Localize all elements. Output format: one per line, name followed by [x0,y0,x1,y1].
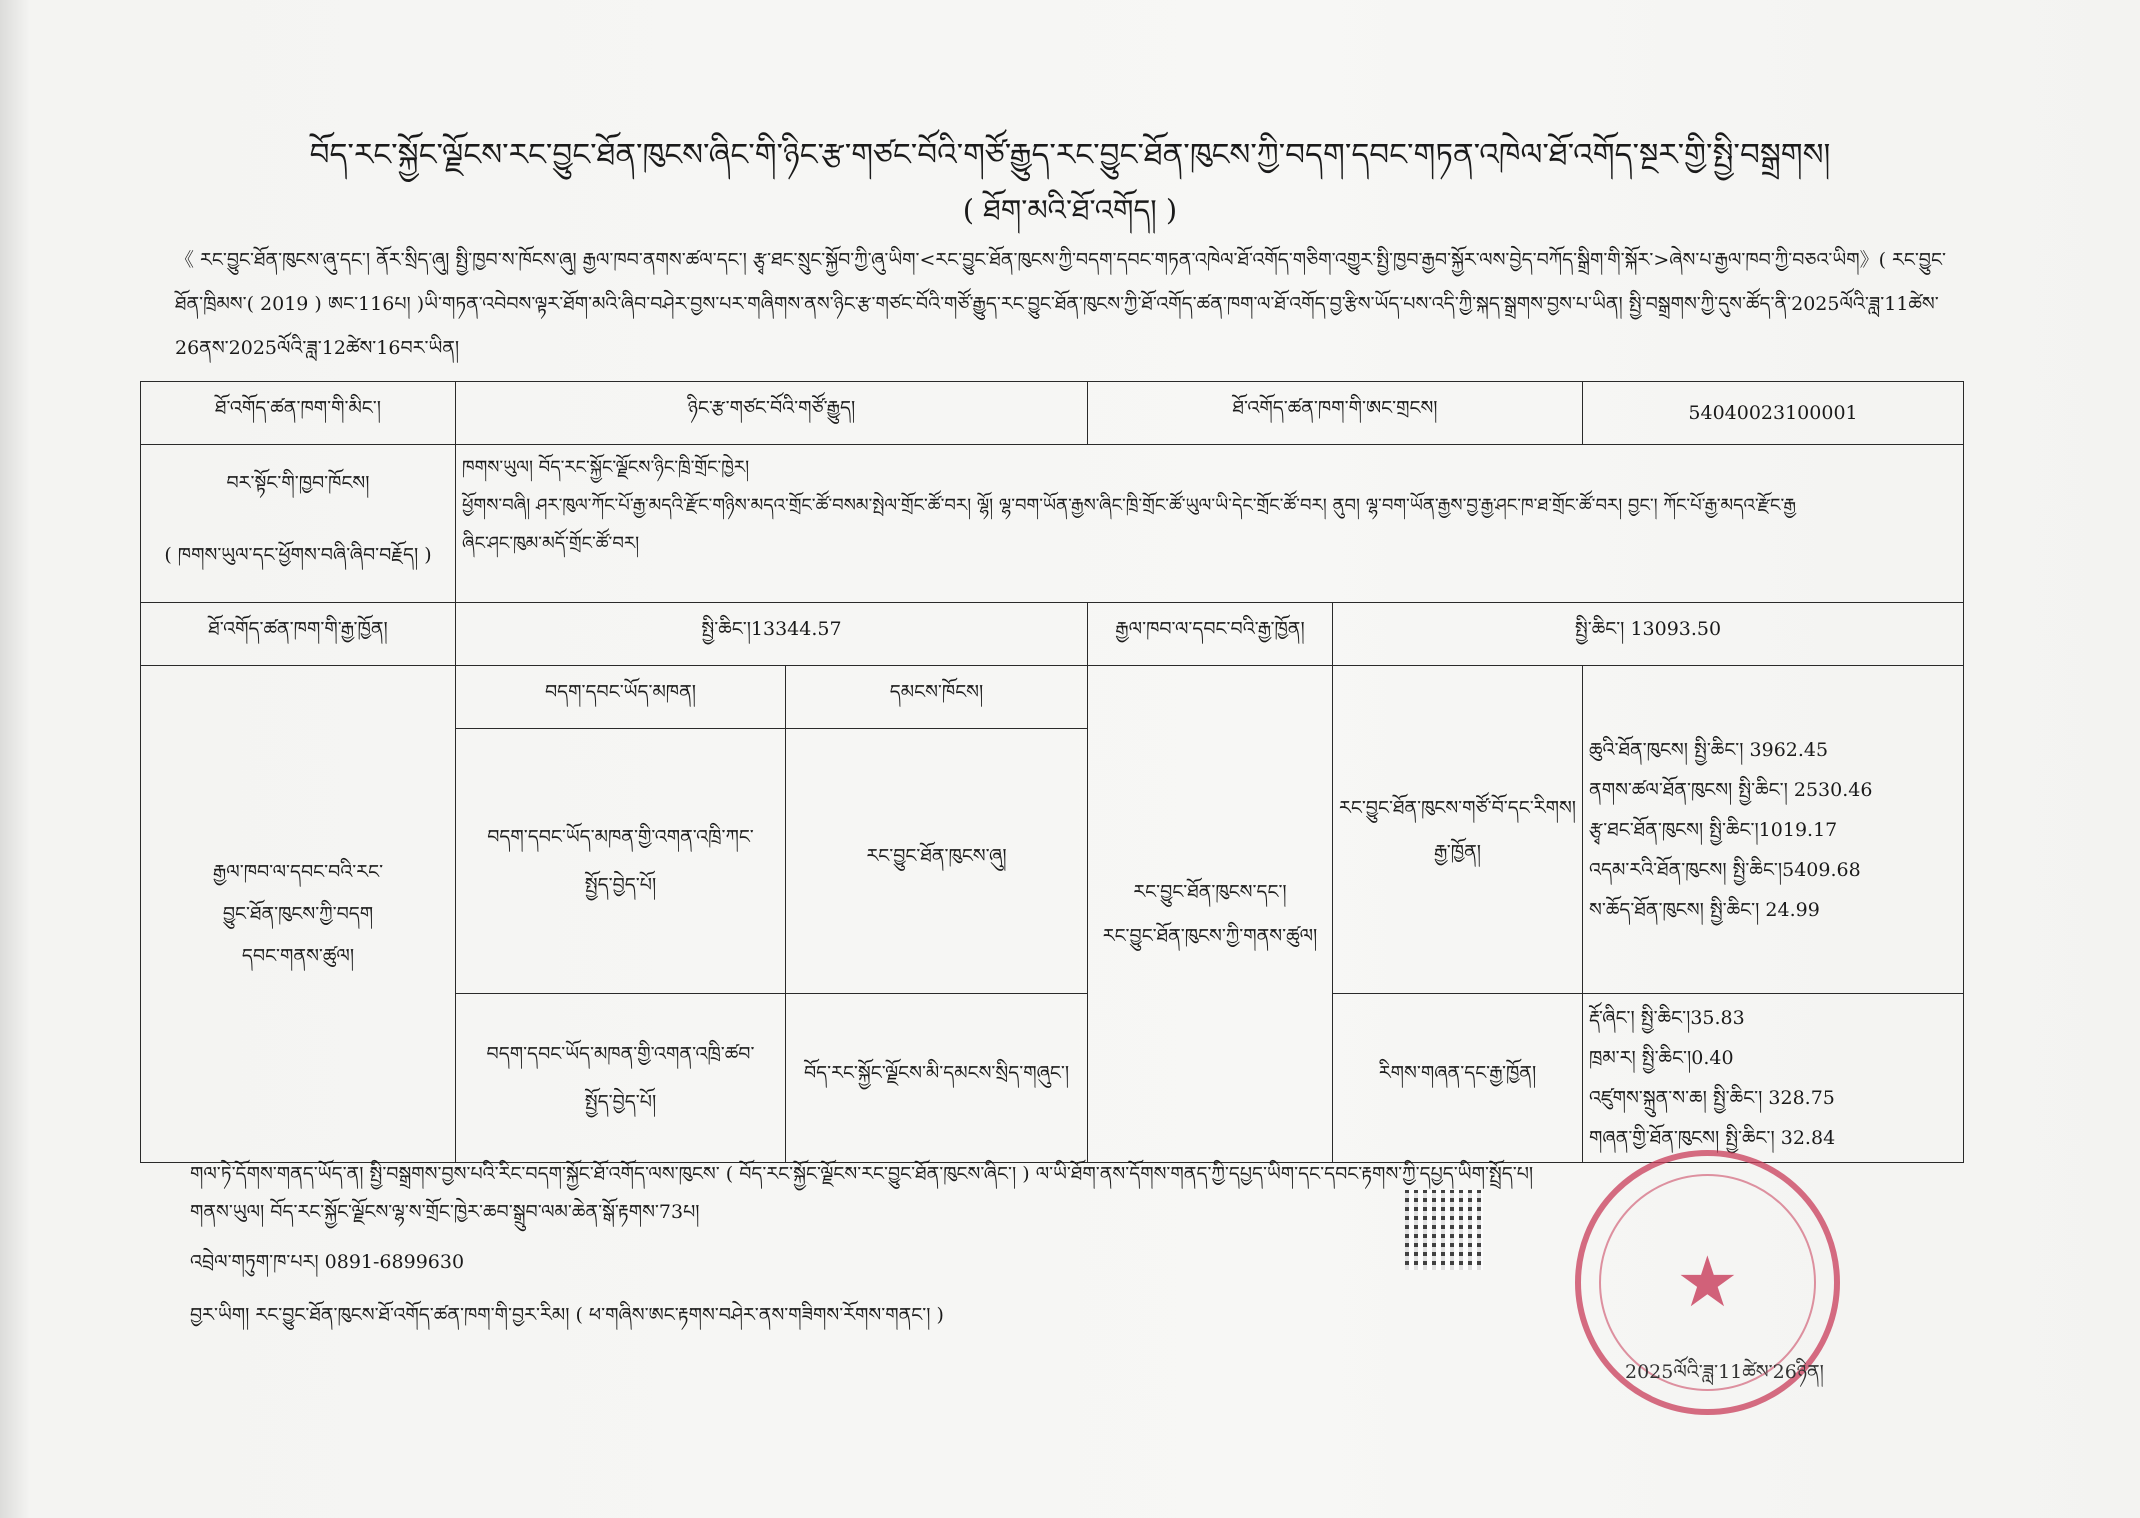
resource-label [1088,666,1333,1163]
main-type-label-l2: རྒྱ་ཁྱོན། [1434,840,1481,863]
boundary-label [141,445,456,603]
resource-label-l2: རང་བྱུང་ཐོན་ཁུངས་ཀྱི་གནས་ཚུལ། [1102,925,1318,947]
state-rights-label-l1: རྒྱལ་ཁབ་ལ་དབང་བའི་རང་ [212,861,384,883]
main-resource-item: ས་ཆོད་ཐོན་ཁུངས། སྤྱི་ཆིང་། 24.99 [1589,898,1820,921]
unit-code-value: 54040023100001 [1583,382,1964,445]
other-resource-item: གཞན་གྱི་ཐོན་ཁུངས། སྤྱི་ཆིང་། 32.84 [1589,1127,1836,1149]
unit-name-value: ཉིང་རྩ་གཙང་བོའི་གཙོ་རྒྱུད། [456,382,1088,445]
unit-code-label: ཐོ་འགོད་ཚན་ཁག་གི་ཨང་གྲངས། [1088,382,1583,445]
footer-address: གནས་ཡུལ། བོད་རང་སྐྱོང་ལྗོངས་ལྷ་ས་གྲོང་ཁྱེར་ཆབ་སྒྲུབ་ལམ་ཆེན་སྒོ་རྟགས་73པ། [190,1201,700,1223]
other-resource-item: འཛུགས་སྐྲུན་ས་ཆ། སྤྱི་ཆིང་། 328.75 [1589,1087,1835,1109]
exerciser1-label-l1: བདག་དབང་ཡོད་མཁན་གྱི་འགན་འཁྲི་ཀང་ [487,826,754,848]
qr-code [1405,1190,1483,1270]
owner-header: བདག་དབང་ཡོད་མཁན། [456,666,786,729]
area-label: ཐོ་འགོད་ཚན་ཁག་གི་རྒྱ་ཁྱོན། [141,603,456,666]
other-resource-item: རྡོ་ཞིང་། སྤྱི་ཆིང་།35.83 [1589,1007,1745,1029]
scope-header: དམངས་ཁོངས། [786,666,1088,729]
seal-star-icon: ★ [1676,1241,1739,1323]
registration-table [140,381,1964,1163]
state-rights-label-l2: བྱུང་ཐོན་ཁུངས་ཀྱི་བདག [222,903,374,925]
exerciser1-label [456,729,786,994]
area-value: སྤྱི་ཆིང་།13344.57 [456,603,1088,666]
main-resource-item: ནགས་ཚལ་ཐོན་ཁུངས། སྤྱི་ཆིང་། 2530.46 [1589,778,1873,801]
other-resource-list [1583,994,1964,1163]
document-subtitle: ( ཐོག་མའི་ཐོ་འགོད། ) [962,193,1178,227]
main-resource-item: འདམ་རའི་ཐོན་ཁུངས། སྤྱི་ཆིང་།5409.68 [1589,858,1861,881]
other-type-label: རིགས་གཞན་དང་རྒྱ་ཁྱོན། [1333,994,1583,1163]
exerciser2-label-l2: སྤྱོད་བྱེད་པོ། [584,1091,657,1113]
exerciser2-label-l1: བདག་དབང་ཡོད་མཁན་གྱི་འགན་འཁྲི་ཚབ་ [486,1043,755,1065]
boundary-directions-cont: ཞིང་ཤང་ཁུམ་མདོ་གྲོང་ཚོ་བར། [462,533,640,554]
boundary-directions: ཕྱོགས་བཞི། ཤར་ཁུལ་ཀོང་པོ་རྒྱ་མདའི་རྫོང་གཉིས་མདའ་གྲོང་ཚོ་བསམ་སྤེལ་གྲོང་ཚོ་བར། ལྷོ། ལྷ་བག་ཡོན་རྒྱས་ཞིང་ཁྲི་གྲོང་ཚོ་ཡུལ་ཡི་དེང་གྲོང་ཚོ་བར། ནུབ། ལྷ་བག་ཡོན་རྒྱས་བྱ་རྒྱ་ཤང་ཁ་ཐ་གྲོང་ཚོ་བར། བྱང་། ཀོང་པོ་རྒྱ་མདའ་རྫོང་རྒྱ [462,495,1796,516]
exerciser1-label-l2: སྤྱོད་བྱེད་པོ། [584,874,657,896]
boundary-value [456,445,1964,603]
main-type-label-l1: རང་བྱུང་ཐོན་ཁུངས་གཙོ་བོ་དང་རིགས། [1339,796,1576,819]
intro-paragraph: 《 རང་བྱུང་ཐོན་ཁུངས་ཞུ་དང་། ནོར་སྲིད་ཞུ། སྤྱི་ཁྱབ་ས་ཁོངས་ཞུ། རྒྱལ་ཁབ་ནགས་ཚལ་དང་། རྩྭ་ཐང་སྲུང་སྐྱོབ་ཀྱི་ཞུ་ཡིག་<རང་བྱུང་ཐོན་ཁུངས་ཀྱི་བདག་དབང་གཏན་འཁེལ་ཐོ་འགོད་གཅིག་འགྱུར་སྤྱི་ཁྱབ་རྒྱབ་སྐྱོར་ལས་བྱེད་བཀོད་སྒྲིག་གི་སྐོར་>ཞེས་པ་རྒྱལ་ཁབ་ཀྱི་བཅའ་ཡིག》( རང་བྱུང་ཐོན་ཁྲིམས་( 2019 ) ཨང་116པ། )ཡི་གཏན་འབེབས་ལྟར་ཐོག་མའི་ཞིབ་བཤེར་བྱས་པར་གཞིགས་ནས་ཉིང་རྩ་གཙང་བོའི་གཙོ་རྒྱུད་རང་བྱུང་ཐོན་ཁུངས་ཀྱི་ཐོ་འགོད་ཚན་ཁག་ལ་ཐོ་འགོད་བྱ་རྩིས་ཡོད་པས་འདི་ཀྱི་སྐད་སྒྲགས་བྱས་པ་ཡིན། སྤྱི་བསྒྲགས་ཀྱི་དུས་ཚོད་ནི་2025ལོའི་ཟླ་11ཚེས་26ནས་2025ལོའི་ཟླ་12ཚེས་16བར་ཡིན། [175,249,1946,359]
resource-label-l1: རང་བྱུང་ཐོན་ཁུངས་དང་། [1133,881,1287,903]
state-rights-label [141,666,456,1163]
other-resource-item: ཁྲམ་ར། སྤྱི་ཆིང་།0.40 [1589,1047,1734,1069]
state-rights-label-l3: དབང་གནས་ཚུལ། [241,945,355,967]
state-area-value: སྤྱི་ཆིང་། 13093.50 [1333,603,1964,666]
main-resource-item: ཆུའི་ཐོན་ཁུངས། སྤྱི་ཆིང་། 3962.45 [1589,738,1829,761]
boundary-label-main: བར་སྟོང་གི་ཁྱབ་ཁོངས། [226,471,370,494]
seal-date: 2025ལོའི་ཟླ་11ཚེས་26ཉིན། [1625,1361,1824,1383]
state-area-label: རྒྱལ་ཁབ་ལ་དབང་བའི་རྒྱ་ཁྱོན། [1088,603,1333,666]
footer-query-note: བྱར་ཡིག། རང་བྱུང་ཐོན་ཁུངས་ཐོ་འགོད་ཚན་ཁག་གི་བྱར་རིམ། ( ཕ་གཞིས་ཨང་རྟགས་བཤེར་ནས་གཟིགས་རོགས་གནང་། ) [190,1304,944,1326]
main-resource-item: རྩྭ་ཐང་ཐོན་ཁུངས། སྤྱི་ཆིང་།1019.17 [1589,818,1838,841]
document-title: བོད་རང་སྐྱོང་ལྗོངས་རང་བྱུང་ཐོན་ཁུངས་ཞིང་གི་ཉིང་རྩ་གཙང་བོའི་གཙོ་རྒྱུད་རང་བྱུང་ཐོན་ཁུངས་ཀྱི་བདག་དབང་གཏན་འཁེལ་ཐོ་འགོད་སྔར་གྱི་སྤྱི་བསྒྲགས། [309,137,1831,173]
boundary-location: ཁགས་ཡུལ། བོད་རང་སྐྱོང་ལྗོངས་ཉིང་ཁྲི་གྲོང་ཁྱེར། [462,457,750,478]
footer-phone: འབྲེལ་གཏུག་ཁ་པར། 0891-6899630 [190,1251,465,1273]
footer-objection-note: གལ་ཏེ་དོགས་གནད་ཡོད་ན། སྤྱི་བསྒྲགས་བྱས་པའི་རིང་བདག་སྐྱོང་ཐོ་འགོད་ལས་ཁུངས་ ( བོད་རང་སྐྱོང་ལྗོངས་རང་བྱུང་ཐོན་ཁུངས་ཞིང་། ) ལ་ཡི་ཐོག་ནས་དོགས་གནད་ཀྱི་དཔྱད་ཡིག་དང་དབང་རྟགས་ཀྱི་དཔྱད་ཡིག་སྤྲོད་པ། [190,1163,1534,1185]
exerciser2-label [456,994,786,1163]
main-type-label [1333,666,1583,994]
main-resource-list [1583,666,1964,994]
boundary-label-sub: ( ཁགས་ཡུལ་དང་ཕྱོགས་བཞི་ཞིབ་བརྗོད། ) [164,543,432,566]
exerciser2-value: བོད་རང་སྐྱོང་ལྗོངས་མི་དམངས་སྲིད་གཞུང་། [786,994,1088,1163]
exerciser1-value: རང་བྱུང་ཐོན་ཁུངས་ཞུ། [786,729,1088,994]
unit-name-label: ཐོ་འགོད་ཚན་ཁག་གི་མིང་། [141,382,456,445]
